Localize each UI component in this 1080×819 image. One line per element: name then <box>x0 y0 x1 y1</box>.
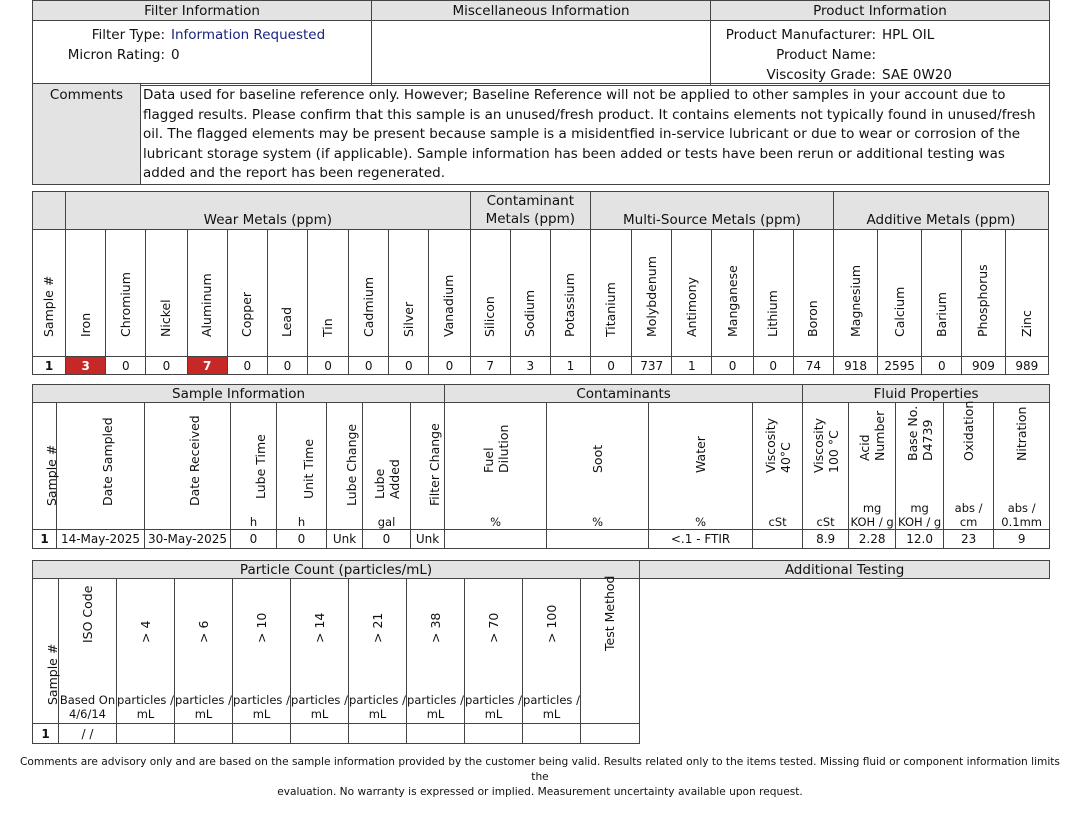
additive-metals-header: Additive Metals (ppm) <box>833 192 1048 230</box>
metal-barium-header <box>922 230 962 357</box>
filter-info-header: Filter Information <box>33 1 372 21</box>
particle-data-row <box>33 724 1050 744</box>
lube-added-header <box>363 403 411 530</box>
size-unit-1: particles / <box>291 693 348 707</box>
particle-cell <box>291 724 349 744</box>
contaminants-header: Contaminants <box>445 385 803 403</box>
comments-label: Comments <box>33 84 141 185</box>
size-label: > 4 <box>137 620 153 643</box>
date-sampled-label: Date Sampled <box>99 417 115 506</box>
visc100-label-1: Viscosity <box>810 417 826 473</box>
metals-sample-number-label: Sample # <box>41 275 57 337</box>
metal-aluminum-label: Aluminum <box>199 272 215 337</box>
metal-vanadium-header <box>429 230 470 357</box>
fuel-label-2: Dilution <box>495 424 511 473</box>
metal-zinc-label: Zinc <box>1018 309 1034 337</box>
metal-value-boron: 74 <box>793 357 833 375</box>
sample-number-header <box>33 403 57 530</box>
metal-lead-header <box>267 230 307 357</box>
date-sampled-header <box>57 403 145 530</box>
viscosity-100-header <box>803 403 849 530</box>
particle-sample-label: Sample # <box>44 643 60 705</box>
comments-text: Data used for baseline reference only. However; Baseline Reference will not be applied to other samples in your account due to flagged results. Please confirm that this sample is an unused/fresh product. It contains elements not typically found in unused/fresh oil. The flagged elements may be present because sample is a misidentfied in-service lubricant or due to wear or corrosion of the lubricant storage system (if applicable). Sample information has been added or tests have been rerun or additional testing was added and the report has been regenerated. <box>141 84 1050 185</box>
base-number-header <box>896 403 944 530</box>
product-info-header: Product Information <box>711 1 1050 21</box>
filter-info-panel <box>33 21 372 86</box>
metal-phosphorus-header <box>962 230 1005 357</box>
metal-value-tin: 0 <box>307 357 348 375</box>
contaminant-metals-header: Contaminant Metals (ppm) <box>470 192 590 230</box>
sample-number-label: Sample # <box>43 444 59 506</box>
metal-value-aluminum: 7 <box>187 357 227 375</box>
oxidation-value: 23 <box>944 530 994 549</box>
metals-sample-number-header <box>33 230 66 357</box>
size-header <box>117 579 175 724</box>
metal-value-calcium: 2595 <box>878 357 922 375</box>
metal-magnesium-label: Magnesium <box>847 264 863 337</box>
product-name-label: Product Name: <box>776 47 876 63</box>
size-unit-2: mL <box>252 707 271 721</box>
base-label-2: D4739 <box>919 419 935 461</box>
info-table <box>32 0 1050 86</box>
sample-info-header: Sample Information <box>33 385 445 403</box>
metal-value-nickel: 0 <box>146 357 187 375</box>
metal-aluminum-header <box>187 230 227 357</box>
metal-silicon-label: Silicon <box>482 295 498 337</box>
size-unit-1: particles / <box>117 693 174 707</box>
iso-code-value: / / <box>59 724 117 744</box>
metal-potassium-label: Potassium <box>562 272 578 337</box>
metal-cadmium-label: Cadmium <box>360 276 376 337</box>
date-received-value: 30-May-2025 <box>145 530 231 549</box>
visc40-unit: cSt <box>768 515 787 529</box>
footer-disclaimer <box>20 755 1060 800</box>
misc-info-panel <box>372 21 711 86</box>
lube-change-value: Unk <box>327 530 363 549</box>
metal-antimony-label: Antimony <box>683 276 699 337</box>
metal-value-sodium: 3 <box>510 357 550 375</box>
metal-value-lead: 0 <box>267 357 307 375</box>
visc100-label-2: 100 °C <box>825 430 841 473</box>
metal-value-chromium: 0 <box>106 357 146 375</box>
metal-value-vanadium: 0 <box>429 357 470 375</box>
size-unit-2: mL <box>194 707 213 721</box>
metal-manganese-header <box>712 230 753 357</box>
metal-value-molybdenum: 737 <box>632 357 672 375</box>
size-unit-1: particles / <box>349 693 406 707</box>
ox-unit-2: cm <box>959 515 978 529</box>
base-unit-2: KOH / g <box>898 515 942 529</box>
base-unit-1: mg <box>910 501 929 515</box>
nit-unit-2: 0.1mm <box>1001 515 1042 529</box>
visc40-value <box>753 530 803 549</box>
size-label: > 100 <box>543 604 559 643</box>
metal-value-zinc: 989 <box>1005 357 1048 375</box>
micron-rating-value: 0 <box>171 47 180 63</box>
manufacturer-value: HPL OIL <box>882 27 935 43</box>
size-unit-2: mL <box>426 707 445 721</box>
visc40-label-2: 40°C <box>777 442 793 473</box>
metal-vanadium-label: Vanadium <box>441 274 457 337</box>
oxidation-label: Oxidation <box>960 400 976 461</box>
lube-time-header <box>231 403 277 530</box>
fluid-data-row <box>33 530 1050 549</box>
unit-time-value: 0 <box>277 530 327 549</box>
additional-testing-area <box>640 579 1050 724</box>
metal-calcium-header <box>878 230 922 357</box>
footer-line-2: evaluation. No warranty is expressed or implied. Measurement uncertainty available upon request. <box>277 786 803 798</box>
lube-added-value: 0 <box>363 530 411 549</box>
water-unit: % <box>695 515 707 529</box>
acid-label-1: Acid <box>857 434 873 461</box>
footer-line-1: Comments are advisory only and are based on the sample information provided by the customer being valid. Results related only to the items tested. Missing fluid or component information limits the <box>20 756 1060 783</box>
water-label: Water <box>692 436 708 473</box>
metal-value-potassium: 1 <box>550 357 590 375</box>
iso-code-label: ISO Code <box>79 585 95 643</box>
metal-nickel-header <box>146 230 187 357</box>
metal-silver-label: Silver <box>400 301 416 337</box>
comments-table <box>32 83 1050 185</box>
metal-value-antimony: 1 <box>672 357 712 375</box>
metal-phosphorus-label: Phosphorus <box>975 263 991 337</box>
iso-unit-2: 4/6/14 <box>68 707 106 721</box>
nitration-header <box>994 403 1050 530</box>
filter-change-label: Filter Change <box>426 423 442 506</box>
size-label: > 10 <box>253 612 269 643</box>
metal-value-manganese: 0 <box>712 357 753 375</box>
lube-added-label-2: Added <box>386 459 402 499</box>
metal-value-titanium: 0 <box>591 357 632 375</box>
additional-testing-header: Additional Testing <box>640 561 1050 579</box>
size-unit-2: mL <box>136 707 155 721</box>
metal-boron-header <box>793 230 833 357</box>
date-sampled-value: 14-May-2025 <box>57 530 145 549</box>
metal-iron-label: Iron <box>77 312 93 337</box>
size-header <box>465 579 523 724</box>
soot-header <box>547 403 649 530</box>
size-header <box>523 579 581 724</box>
soot-label: Soot <box>589 444 605 473</box>
unit-time-header <box>277 403 327 530</box>
size-unit-1: particles / <box>175 693 232 707</box>
metal-nickel-label: Nickel <box>158 298 174 337</box>
particle-sample-header <box>33 579 59 724</box>
size-unit-1: particles / <box>523 693 580 707</box>
date-received-label: Date Received <box>186 415 202 506</box>
metal-value-magnesium: 918 <box>833 357 877 375</box>
base-value: 12.0 <box>896 530 944 549</box>
size-label: > 14 <box>311 612 327 643</box>
metal-value-silicon: 7 <box>470 357 510 375</box>
misc-info-header: Miscellaneous Information <box>372 1 711 21</box>
lube-added-label-1: Lube <box>371 468 387 499</box>
metal-value-phosphorus: 909 <box>962 357 1005 375</box>
iso-code-header <box>59 579 117 724</box>
size-unit-1: particles / <box>407 693 464 707</box>
metal-sodium-label: Sodium <box>522 289 538 337</box>
unit-time-unit: h <box>297 515 306 529</box>
viscosity-grade-value: SAE 0W20 <box>882 67 952 83</box>
metal-tin-header <box>307 230 348 357</box>
fluid-table <box>32 384 1050 549</box>
nitration-value: 9 <box>994 530 1050 549</box>
metal-potassium-header <box>550 230 590 357</box>
soot-unit: % <box>592 515 604 529</box>
wear-metals-header: Wear Metals (ppm) <box>66 192 470 230</box>
fuel-value <box>445 530 547 549</box>
metals-corner <box>33 192 66 230</box>
metal-calcium-label: Calcium <box>891 286 907 337</box>
metal-value-copper: 0 <box>227 357 267 375</box>
metal-lithium-header <box>753 230 793 357</box>
nitration-label: Nitration <box>1013 406 1029 461</box>
particle-table <box>32 560 1050 744</box>
nit-unit-1: abs / <box>1007 501 1036 515</box>
size-header <box>291 579 349 724</box>
metal-cadmium-header <box>349 230 389 357</box>
fuel-label-1: Fuel <box>480 447 496 473</box>
metal-chromium-header <box>106 230 146 357</box>
size-header <box>349 579 407 724</box>
acid-number-header <box>849 403 896 530</box>
metal-barium-label: Barium <box>933 291 949 337</box>
metal-titanium-header <box>591 230 632 357</box>
metal-boron-label: Boron <box>805 299 821 337</box>
viscosity-40-header <box>753 403 803 530</box>
metals-sample-value: 1 <box>33 357 66 375</box>
metal-titanium-label: Titanium <box>603 281 619 337</box>
metal-manganese-label: Manganese <box>724 264 740 337</box>
metal-zinc-header <box>1005 230 1048 357</box>
test-method-value <box>581 724 640 744</box>
micron-rating-label: Micron Rating: <box>67 47 165 63</box>
size-header <box>407 579 465 724</box>
iso-unit-1: Based On <box>59 693 116 707</box>
particle-cell <box>117 724 175 744</box>
visc100-unit: cSt <box>816 515 835 529</box>
metal-chromium-label: Chromium <box>117 271 133 337</box>
particle-cell <box>523 724 581 744</box>
metal-silicon-header <box>470 230 510 357</box>
manufacturer-label: Product Manufacturer: <box>725 27 876 43</box>
size-unit-1: particles / <box>233 693 290 707</box>
size-header <box>175 579 233 724</box>
metal-molybdenum-header <box>632 230 672 357</box>
metal-tin-label: Tin <box>320 317 336 337</box>
visc40-label-1: Viscosity <box>762 417 778 473</box>
date-received-header <box>145 403 231 530</box>
water-value: <.1 - FTIR <box>649 530 753 549</box>
product-info-panel <box>711 21 1050 86</box>
size-label: > 70 <box>485 612 501 643</box>
metal-iron-header <box>66 230 106 357</box>
fluid-sample-number: 1 <box>33 530 57 549</box>
metal-magnesium-header <box>833 230 877 357</box>
metal-silver-header <box>389 230 429 357</box>
visc100-value: 8.9 <box>803 530 849 549</box>
metal-antimony-header <box>672 230 712 357</box>
acid-unit-1: mg <box>862 501 882 515</box>
size-unit-2: mL <box>484 707 503 721</box>
filter-change-value: Unk <box>411 530 445 549</box>
metal-value-lithium: 0 <box>753 357 793 375</box>
particle-sample-number: 1 <box>33 724 59 744</box>
metal-value-cadmium: 0 <box>349 357 389 375</box>
acid-value: 2.28 <box>849 530 896 549</box>
particle-count-header: Particle Count (particles/mL) <box>33 561 640 579</box>
acid-unit-2: KOH / g <box>850 515 894 529</box>
additional-testing-empty <box>640 724 1050 744</box>
metal-sodium-header <box>510 230 550 357</box>
fuel-dilution-header <box>445 403 547 530</box>
metals-table <box>32 191 1049 375</box>
metal-molybdenum-label: Molybdenum <box>643 255 659 337</box>
test-method-label: Test Method <box>602 575 618 651</box>
particle-cell <box>465 724 523 744</box>
particle-cell <box>407 724 465 744</box>
fluid-properties-header: Fluid Properties <box>803 385 1050 403</box>
oxidation-header <box>944 400 994 530</box>
size-unit-2: mL <box>368 707 387 721</box>
lube-change-label: Lube Change <box>343 423 359 506</box>
lube-time-value: 0 <box>231 530 277 549</box>
ox-unit-1: abs / <box>954 501 983 515</box>
filter-change-header <box>411 403 445 530</box>
metal-value-iron: 3 <box>66 357 106 375</box>
viscosity-grade-label: Viscosity Grade: <box>766 67 876 83</box>
size-unit-1: particles / <box>465 693 522 707</box>
size-unit-2: mL <box>310 707 329 721</box>
lube-time-unit: h <box>249 515 258 529</box>
test-method-header <box>581 575 640 724</box>
size-header <box>233 579 291 724</box>
lube-added-unit: gal <box>377 515 396 529</box>
multi-source-metals-header: Multi-Source Metals (ppm) <box>591 192 834 230</box>
size-label: > 6 <box>195 620 211 643</box>
lube-time-label: Lube Time <box>252 434 268 499</box>
fuel-unit: % <box>490 515 502 529</box>
base-label-1: Base No. <box>904 405 920 461</box>
metal-lead-label: Lead <box>279 306 295 337</box>
size-label: > 21 <box>369 612 385 643</box>
metal-value-barium: 0 <box>922 357 962 375</box>
metal-copper-header <box>227 230 267 357</box>
size-unit-2: mL <box>542 707 561 721</box>
unit-time-label: Unit Time <box>300 438 316 499</box>
filter-type-value: Information Requested <box>171 27 326 43</box>
metal-lithium-label: Lithium <box>765 289 781 337</box>
particle-cell <box>233 724 291 744</box>
particle-cell <box>175 724 233 744</box>
particle-cell <box>349 724 407 744</box>
water-header <box>649 403 753 530</box>
acid-label-2: Number <box>872 410 888 461</box>
filter-type-label: Filter Type: <box>91 27 165 43</box>
soot-value <box>547 530 649 549</box>
size-label: > 38 <box>427 612 443 643</box>
metal-copper-label: Copper <box>239 291 255 337</box>
lube-change-header <box>327 403 363 530</box>
metal-value-silver: 0 <box>389 357 429 375</box>
